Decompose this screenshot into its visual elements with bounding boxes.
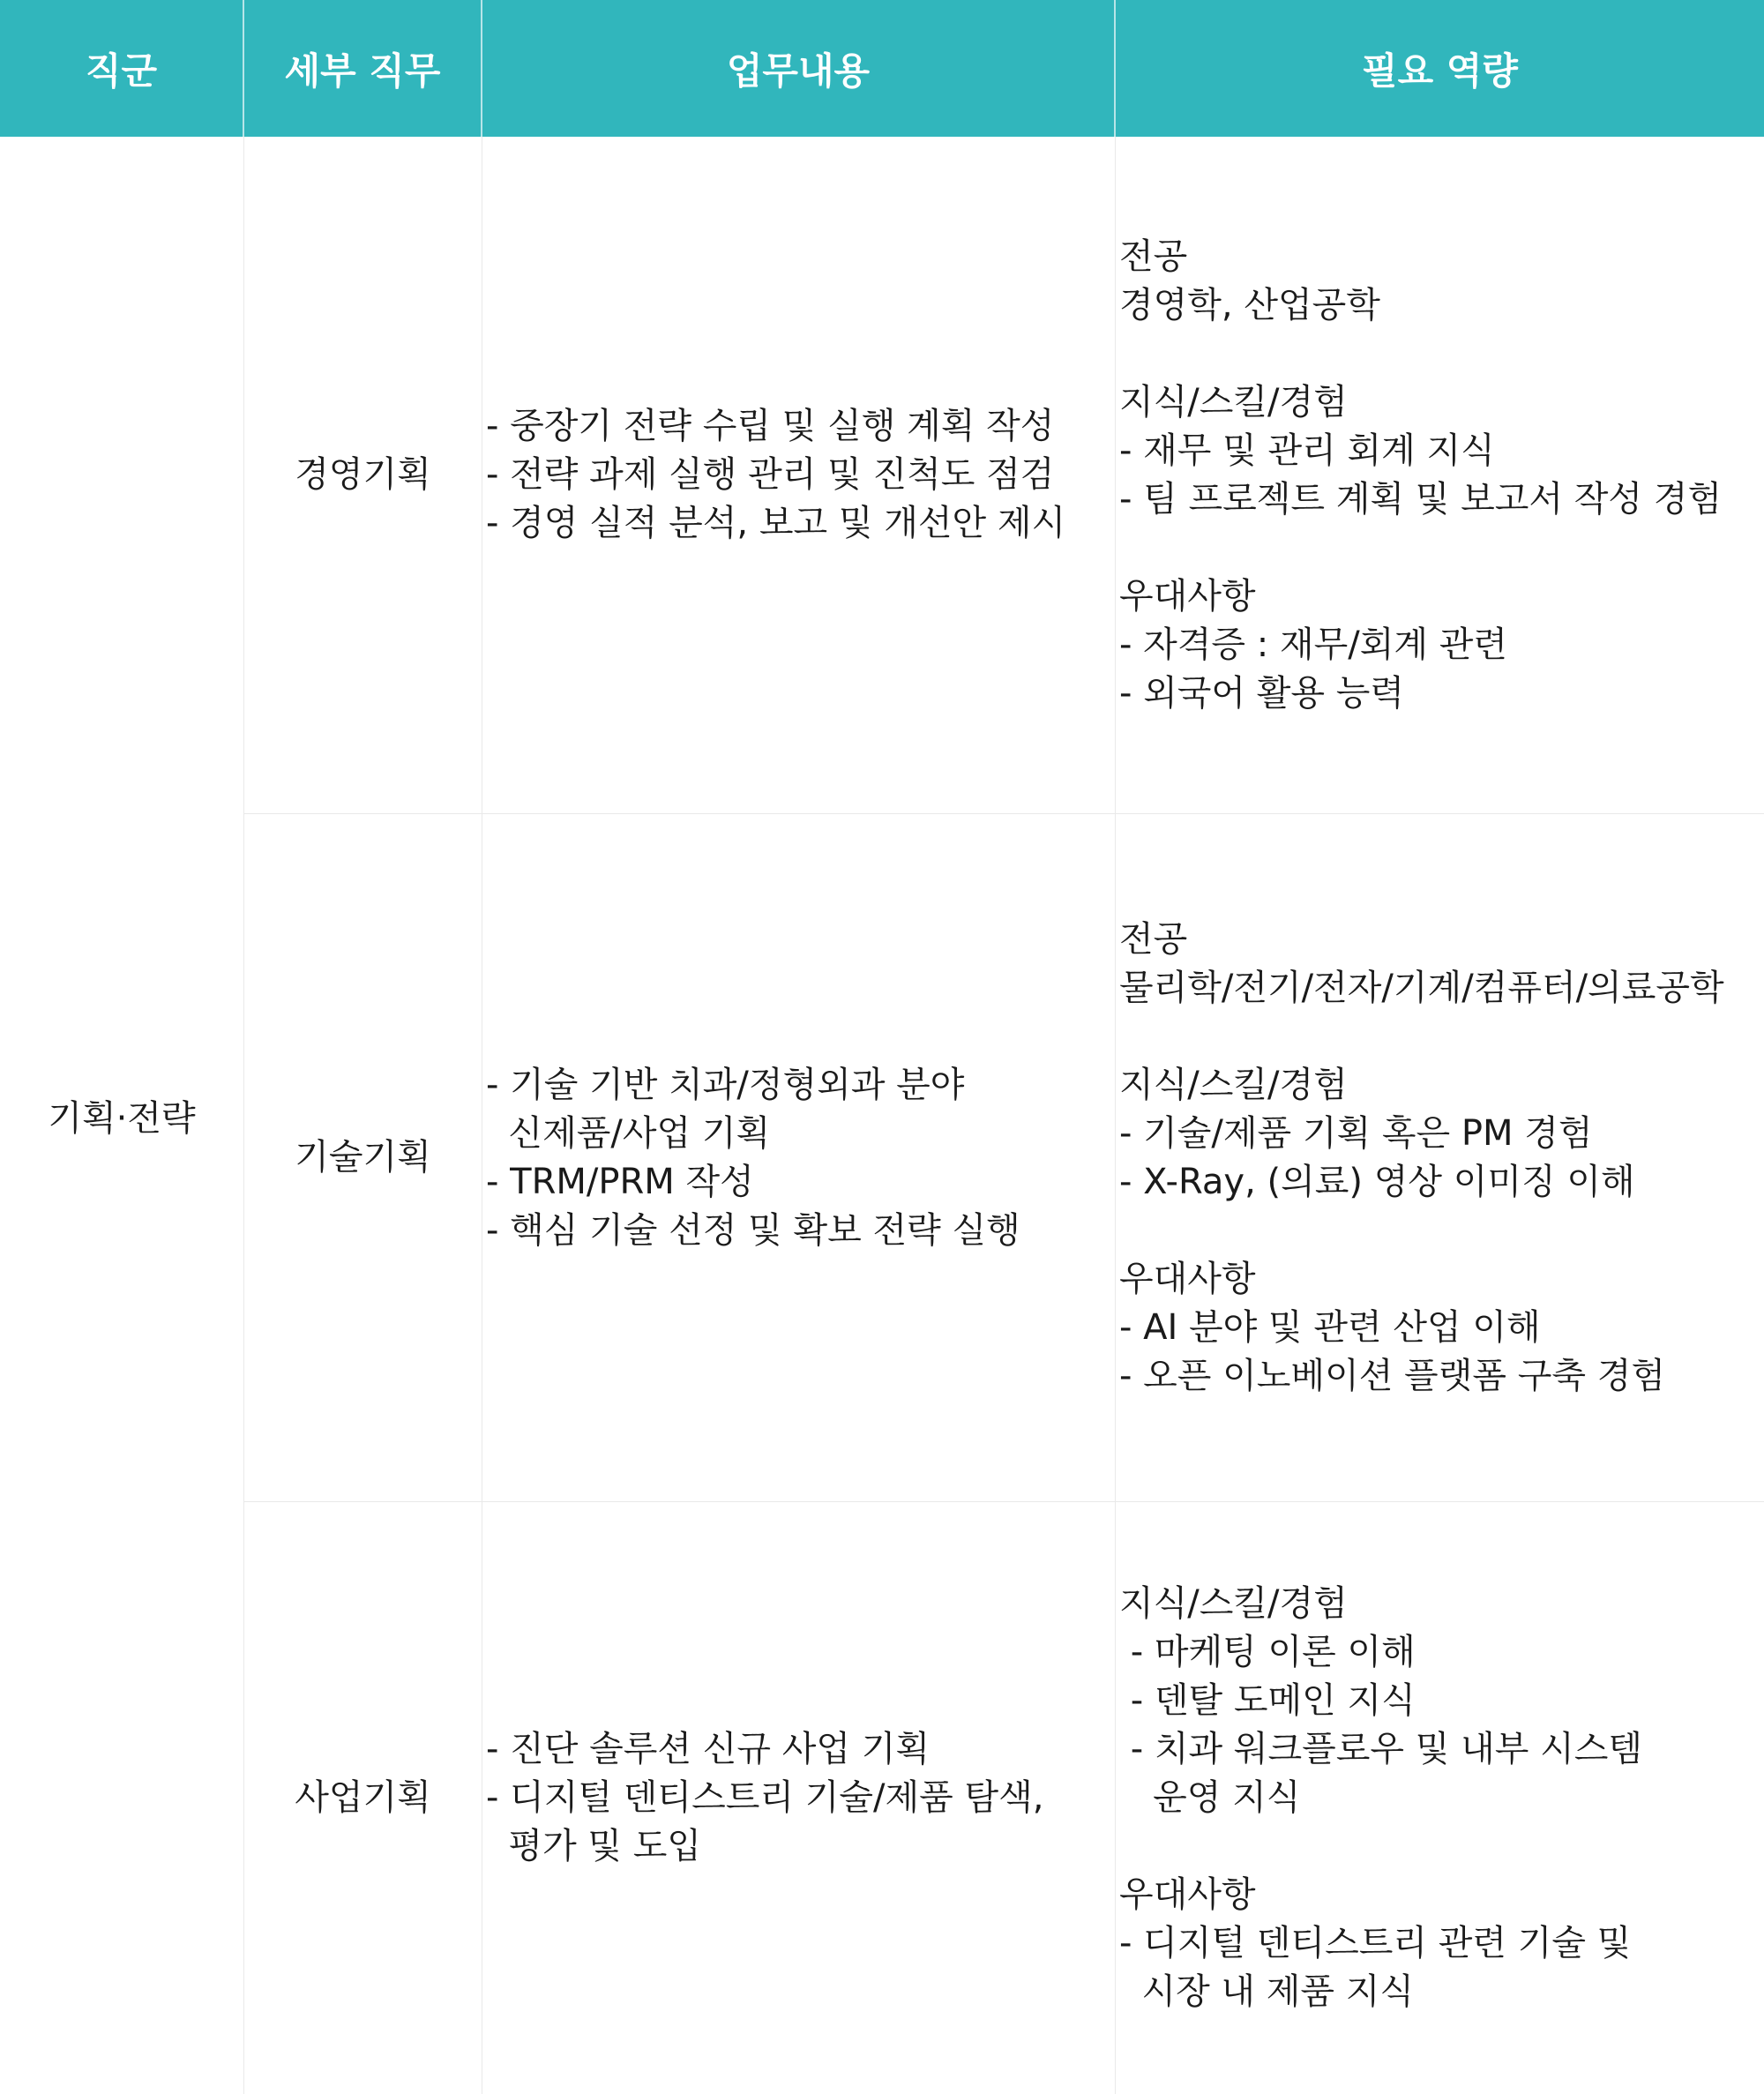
sub-role-cell: 기술기획	[244, 814, 482, 1501]
req-line: - 기술/제품 기획 혹은 PM 경험	[1119, 1112, 1593, 1154]
req-line: 시장 내 제품 지식	[1119, 1971, 1415, 2012]
req-line	[1119, 1013, 1724, 1061]
tasks-list	[486, 402, 1065, 548]
task-line: - 디지털 덴티스트리 기술/제품 탐색,	[486, 1777, 1044, 1818]
task-line: - 진단 솔루션 신규 사업 기획	[486, 1729, 931, 1769]
task-line: 신제품/사업 기획	[486, 1112, 771, 1154]
sub-role-cell: 경영기획	[244, 137, 482, 813]
req-line: - 외국어 활용 능력	[1119, 672, 1405, 714]
requirements-list	[1119, 233, 1722, 718]
table-header	[0, 0, 1764, 137]
req-line: - 디지털 덴티스트리 관련 기술 및	[1119, 1923, 1632, 1963]
task-line: - 중장기 전략 수립 및 실행 계획 작성	[486, 406, 1055, 446]
task-line: - 핵심 기술 선정 및 확보 전략 실행	[486, 1209, 1020, 1251]
tasks-cell	[482, 137, 1116, 813]
req-line	[1119, 330, 1722, 378]
requirements-list	[1119, 916, 1724, 1401]
req-line: 우대사항	[1119, 575, 1256, 617]
requirements-cell	[1116, 814, 1764, 1501]
tasks-list	[486, 1061, 1020, 1255]
requirements-list	[1119, 1580, 1642, 2016]
table-row	[244, 137, 1764, 814]
tasks-cell	[482, 814, 1116, 1501]
sub-role-cell: 사업기획	[244, 1502, 482, 2094]
tasks-list	[486, 1725, 1043, 1871]
task-line: - 경영 실적 분석, 보고 및 개선안 제시	[486, 503, 1066, 543]
req-line: - 오픈 이노베이션 플랫폼 구축 경험	[1119, 1355, 1665, 1396]
job-group-cell: 기획·전략	[0, 137, 244, 2094]
requirements-cell	[1116, 1502, 1764, 2094]
table-row	[244, 1502, 1764, 2094]
req-line: - 재무 및 관리 회계 지식	[1119, 430, 1495, 471]
task-line: 평가 및 도입	[486, 1826, 702, 1866]
req-line: - 덴탈 도메인 지식	[1119, 1680, 1416, 1721]
table-body	[0, 137, 1764, 2094]
req-line: 지식/스킬/경험	[1119, 1064, 1348, 1105]
req-line: - 마케팅 이론 이해	[1119, 1632, 1416, 1672]
req-line: - 치과 워크플로우 및 내부 시스템	[1119, 1729, 1643, 1769]
req-line	[1119, 1822, 1642, 1871]
req-line	[1119, 524, 1722, 572]
req-line: 우대사항	[1119, 1258, 1256, 1299]
req-line: - 자격증 : 재무/회계 관련	[1119, 624, 1508, 665]
header-requirements: 필요 역량	[1362, 49, 1518, 93]
req-line: 경영학, 산업공학	[1119, 284, 1380, 325]
req-line: 물리학/전기/전자/기계/컴퓨터/의료공학	[1119, 967, 1724, 1008]
req-line	[1119, 1207, 1724, 1255]
req-line: 지식/스킬/경험	[1119, 1583, 1348, 1624]
tasks-cell	[482, 1502, 1116, 2094]
req-line: - AI 분야 및 관련 산업 이해	[1119, 1306, 1541, 1348]
requirements-cell	[1116, 137, 1764, 813]
header-job-group: 직군	[0, 0, 244, 137]
req-line: 지식/스킬/경험	[1119, 381, 1348, 423]
req-line: - X-Ray, (의료) 영상 이미징 이해	[1119, 1161, 1635, 1202]
header-tasks: 업무내용	[482, 0, 1116, 137]
task-line: - 기술 기반 치과/정형외과 분야	[486, 1064, 965, 1105]
header-sub-role: 세부 직무	[244, 0, 482, 137]
table-row	[244, 814, 1764, 1502]
table-rows	[244, 137, 1764, 2094]
task-line: - TRM/PRM 작성	[486, 1161, 754, 1202]
req-line: 운영 지식	[1119, 1777, 1301, 1818]
req-line: 전공	[1119, 236, 1188, 277]
task-line: - 전략 과제 실행 관리 및 진척도 점검	[486, 454, 1055, 495]
req-line: 우대사항	[1119, 1874, 1256, 1915]
req-line: - 팀 프로젝트 계획 및 보고서 작성 경험	[1119, 478, 1723, 520]
req-line: 전공	[1119, 918, 1188, 960]
